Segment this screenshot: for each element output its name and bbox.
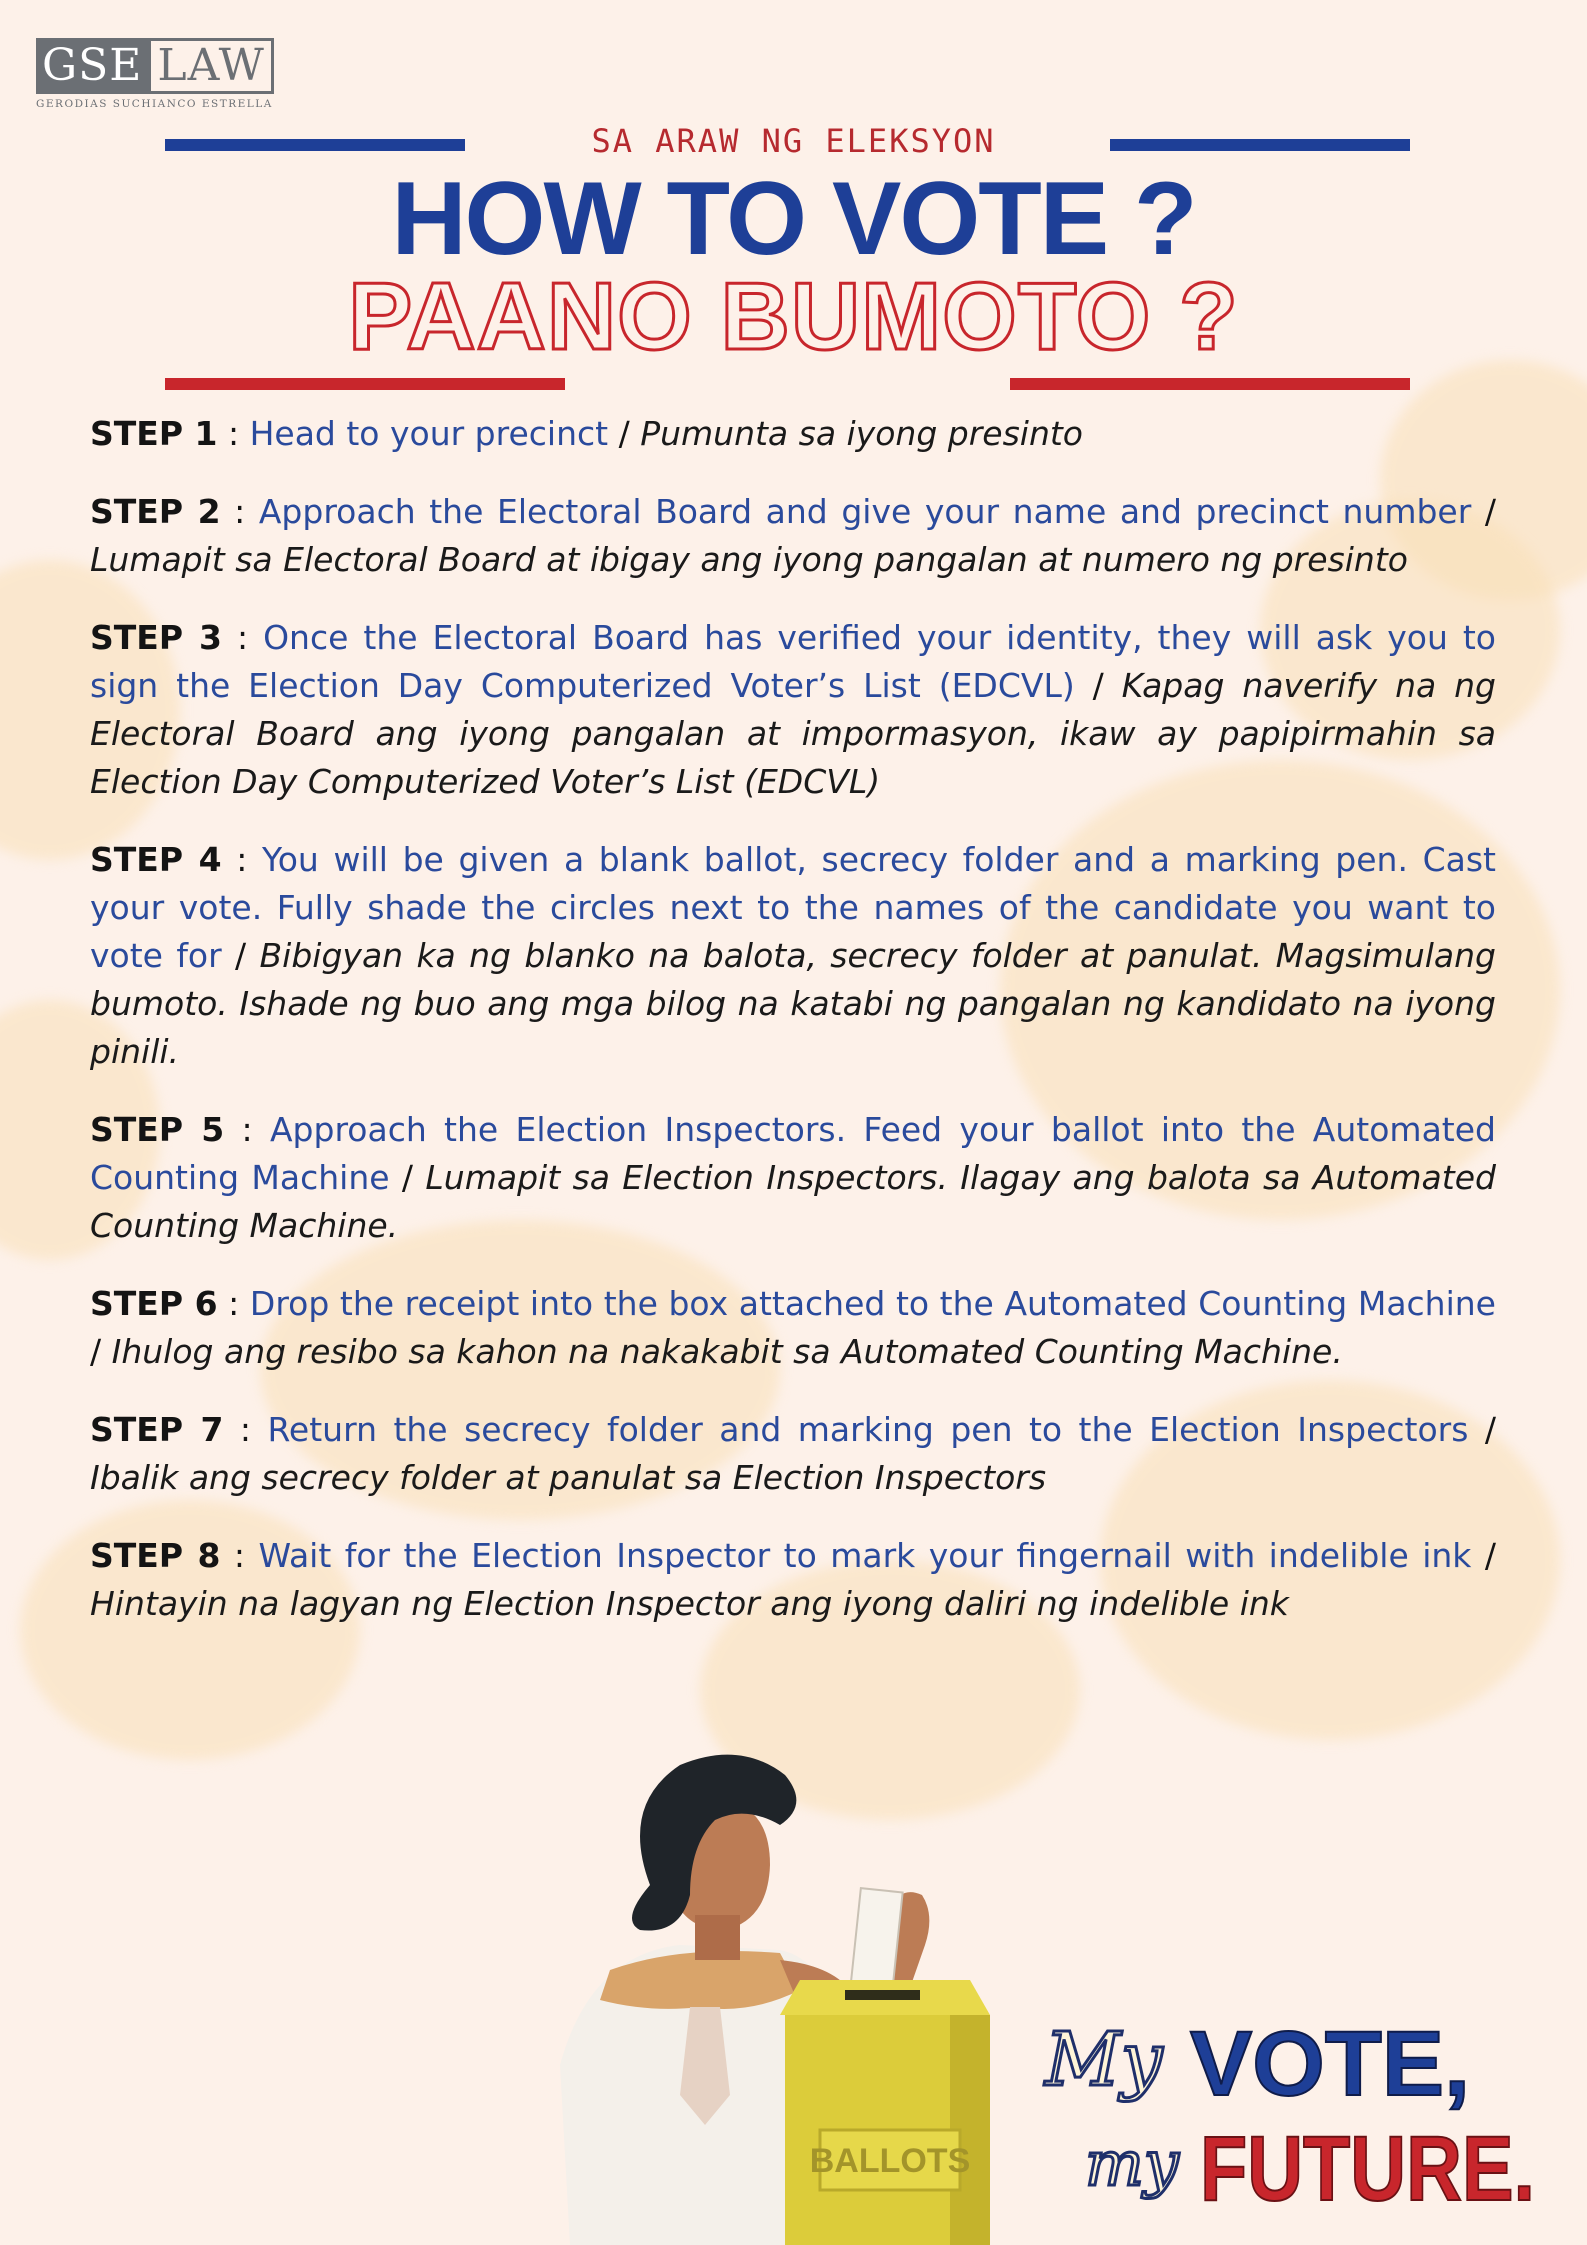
step-item (90, 410, 1496, 458)
step-slash: / (90, 1332, 112, 1371)
step-separator: : (223, 1410, 268, 1449)
step-separator: : (220, 1536, 259, 1575)
step-tagalog: Hintayin na lagyan ng Election Inspector ang iyong daliri ng indelible ink (90, 1584, 1289, 1623)
step-label: STEP 3 (90, 618, 222, 657)
step-separator: : (224, 1110, 270, 1149)
step-separator: : (221, 840, 262, 879)
step-english: Drop the receipt into the box attached to the Automated Counting Machine (249, 1284, 1496, 1323)
step-english: Head to your precinct (249, 414, 609, 453)
step-slash: / (1471, 1536, 1496, 1575)
slogan-my-1: My (1045, 2017, 1163, 2103)
step-separator: : (220, 492, 259, 531)
slogan-my-2: my (1085, 2127, 1179, 2200)
step-tagalog: Kapag naverify na ng Electoral Board ang iyong pangalan at impormasyon, ikaw ay papipirmahin sa Election Day Computerized Voter’s List (EDCVL) (90, 666, 1496, 801)
gse-law-logo (36, 38, 286, 110)
steps-list (90, 410, 1496, 1658)
step-item (90, 836, 1496, 1076)
slogan-vote: VOTE, (1190, 2013, 1470, 2115)
step-english: You will be given a blank ballot, secrecy folder and a marking pen. Cast your vote. Fully shade the circles next to the names of the candidate you want to vote for (90, 840, 1496, 975)
step-english: Approach the Electoral Board and give your name and precinct number (258, 492, 1472, 531)
step-label: STEP 4 (90, 840, 222, 879)
step-label: STEP 1 (90, 414, 218, 453)
red-rule-left (165, 378, 565, 390)
logo-subtitle: GERODIAS SUCHIANCO ESTRELLA (36, 98, 273, 110)
slogan-future: FUTURE. (1200, 2118, 1535, 2220)
step-item (90, 1406, 1496, 1502)
step-label: STEP 8 (90, 1536, 221, 1575)
step-tagalog: Ihulog ang resibo sa kahon na nakakabit sa Automated Counting Machine. (111, 1332, 1343, 1371)
my-vote-my-future-slogan (1040, 2000, 1560, 2230)
step-item (90, 614, 1496, 806)
logo-law-text: LAW (148, 38, 273, 94)
step-tagalog: Lumapit sa Electoral Board at ibigay ang iyong pangalan at numero ng presinto (90, 540, 1408, 579)
title-english: HOW TO VOTE ? (391, 161, 1196, 277)
step-separator: : (217, 1284, 250, 1323)
step-slash: / (221, 936, 260, 975)
step-label: STEP 7 (90, 1410, 224, 1449)
step-item (90, 488, 1496, 584)
header-subtitle: SA ARAW NG ELEKSYON (591, 122, 996, 160)
step-item (90, 1106, 1496, 1250)
ballot-box-label: BALLOTS (809, 2142, 971, 2180)
step-separator: : (217, 414, 250, 453)
step-english: Return the secrecy folder and marking pen to the Election Inspectors (267, 1410, 1469, 1449)
step-english: Once the Electoral Board has verified your identity, they will ask you to sign the Election Day Computerized Voter’s List (EDCVL) (90, 618, 1496, 705)
step-tagalog: Lumapit sa Election Inspectors. Ilagay ang balota sa Automated Counting Machine. (90, 1158, 1496, 1245)
step-item (90, 1280, 1496, 1376)
voter-neck (695, 1915, 740, 1960)
step-slash: / (1471, 492, 1496, 531)
step-english: Wait for the Election Inspector to mark your fingernail with indelible ink (258, 1536, 1472, 1575)
ballot-slot (845, 1990, 920, 2000)
red-rule-right (1010, 378, 1410, 390)
step-item (90, 1532, 1496, 1628)
step-slash: / (389, 1158, 426, 1197)
step-slash: / (1074, 666, 1122, 705)
step-separator: : (221, 618, 264, 657)
step-tagalog: Bibigyan ka ng blanko na balota, secrecy folder at panulat. Magsimulang bumoto. Ishade ng buo ang mga bilog na katabi ng pangalan ng kandidato na iyong pinili. (90, 936, 1496, 1071)
step-label: STEP 2 (90, 492, 221, 531)
logo-gse-text: GSE (36, 38, 148, 94)
step-tagalog: Ibalik ang secrecy folder at panulat sa Election Inspectors (90, 1458, 1047, 1497)
step-english: Approach the Election Inspectors. Feed your ballot into the Automated Counting Machine (90, 1110, 1496, 1197)
step-tagalog: Pumunta sa iyong presinto (640, 414, 1083, 453)
step-label: STEP 6 (90, 1284, 218, 1323)
voter-illustration (530, 1745, 1050, 2245)
step-slash: / (608, 414, 641, 453)
step-slash: / (1468, 1410, 1496, 1449)
step-label: STEP 5 (90, 1110, 225, 1149)
title-tagalog: PAANO BUMOTO ? (348, 263, 1239, 370)
